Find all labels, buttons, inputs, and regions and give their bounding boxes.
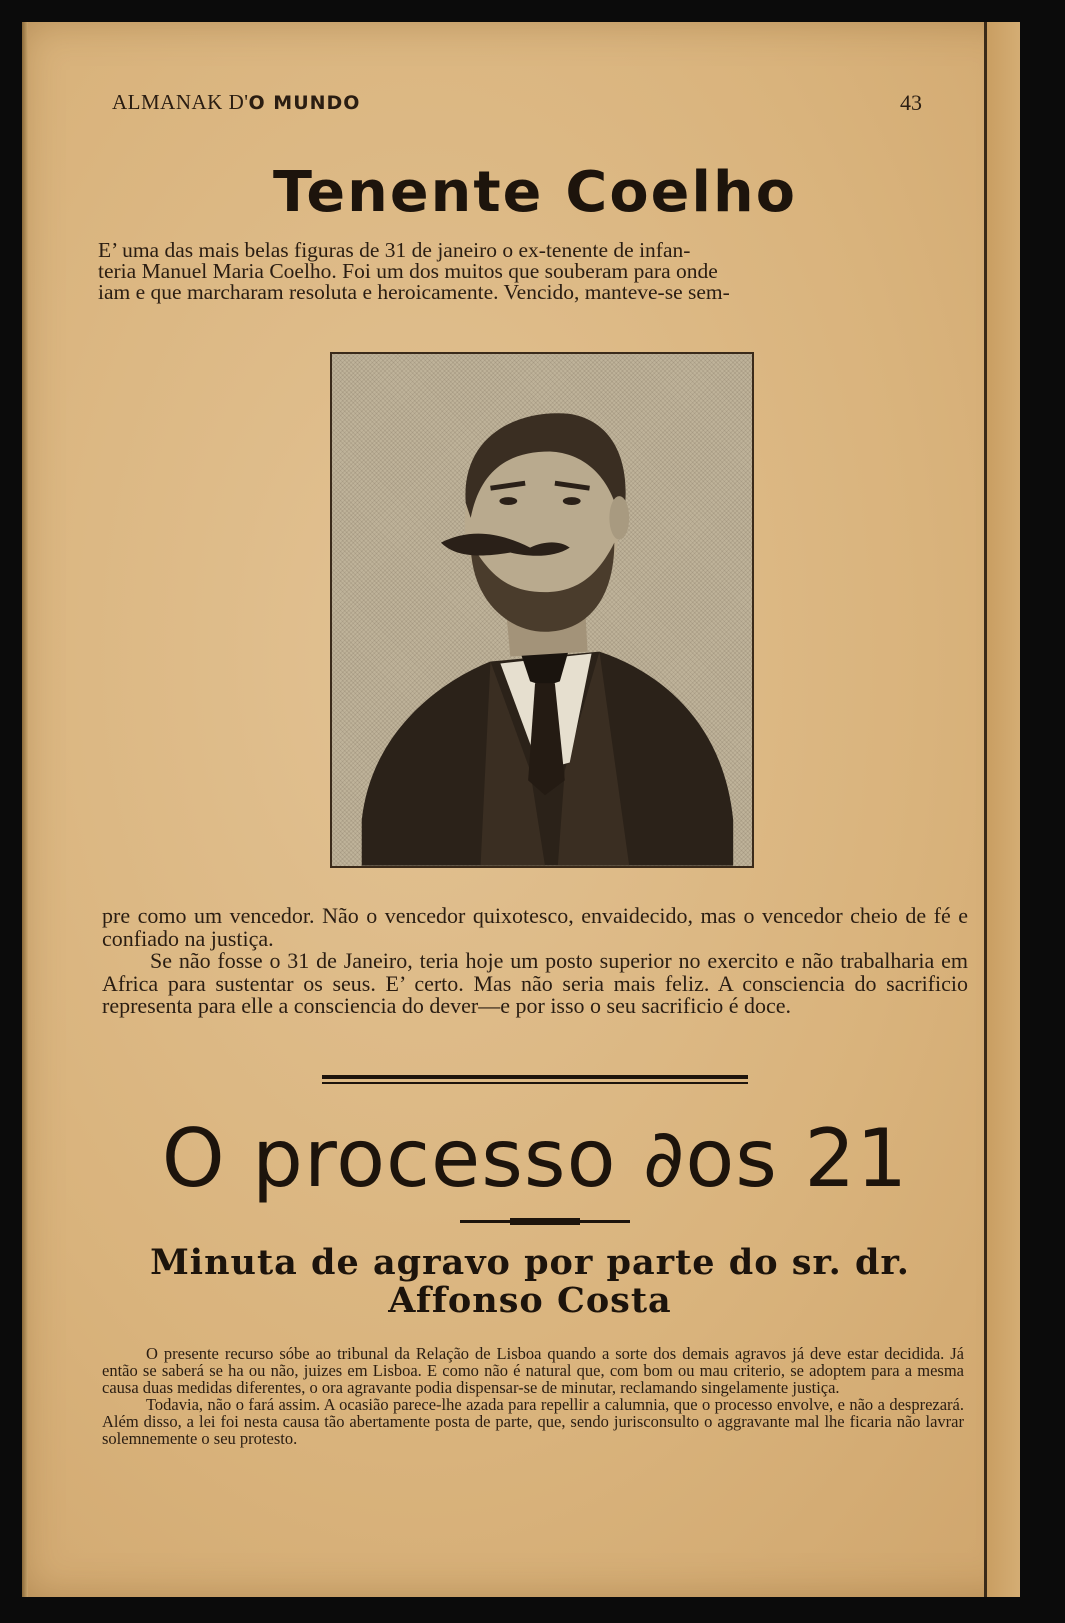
running-head-prefix: ALMANAK D' [112, 90, 249, 114]
running-head-publication: O MUNDO [248, 92, 361, 114]
article1-paragraph: pre como um vencedor. Não o vencedor quixotesco, envaidecido, mas o vencedor cheio de fé e confiado na justiça. [102, 903, 968, 951]
article-title-processo-dos-21: O processo ∂os 21 [161, 1112, 909, 1205]
subtitle-line: Affonso Costa [388, 1280, 672, 1321]
article1-paragraph: Se não fosse o 31 de Janeiro, teria hoje um posto superior no exercito e não trabalharia em Africa para sustentar os seus. E’ certo. Mas não seria mais feliz. A consciencia do sacrificio representa para elle a consciencia do dever—e por isso o seu sacrificio é doce. [102, 948, 968, 1018]
article2-paragraph: O presente recurso sóbe ao tribunal da Relação de Lisboa quando a sorte dos demais agravos já deve estar decidida. Já então se saberá se ha ou não, juizes em Lisboa. E como não é natural que, com bom ou mau criterio, se adoptem para a mesma causa duas medidas diferentes, o ora agravante podia dispensar-se de minutar, reclamando singelamente justiça. [102, 1344, 964, 1397]
article2-subtitle [90, 1244, 970, 1320]
article2-body [102, 1345, 964, 1447]
page-spine [22, 22, 28, 1597]
article1-intro [98, 240, 970, 303]
section-divider-double-rule [322, 1075, 748, 1085]
title-ornament-rule [460, 1220, 630, 1223]
intro-line: iam e que marcharam resoluta e heroicamente. Vencido, manteve-se sem- [98, 280, 730, 304]
running-head [112, 90, 360, 115]
article2-paragraph: Todavia, não o fará assim. A ocasião parece-lhe azada para repellir a calumnia, que o processo envolve, e não a desprezará. Além disso, a lei foi nesta causa tão abertamente posta de parte, que, sendo jurisconsulto o aggravante mal lhe ficaria não lavrar solemnemente o seu protesto. [102, 1395, 964, 1448]
page-number: 43 [900, 90, 922, 115]
article1-body [102, 905, 968, 1018]
intro-line: E’ uma das mais belas figuras de 31 de janeiro o ex-tenente de infan- [98, 238, 691, 262]
portrait-engraving [330, 352, 754, 868]
intro-line: teria Manuel Maria Coelho. Foi um dos muitos que souberam para onde [98, 259, 718, 283]
subtitle-line: Minuta de agravo por parte do sr. dr. [150, 1242, 910, 1283]
article-title-tenente-coelho: Tenente Coelho [272, 160, 798, 225]
next-page-edge [984, 22, 1020, 1597]
